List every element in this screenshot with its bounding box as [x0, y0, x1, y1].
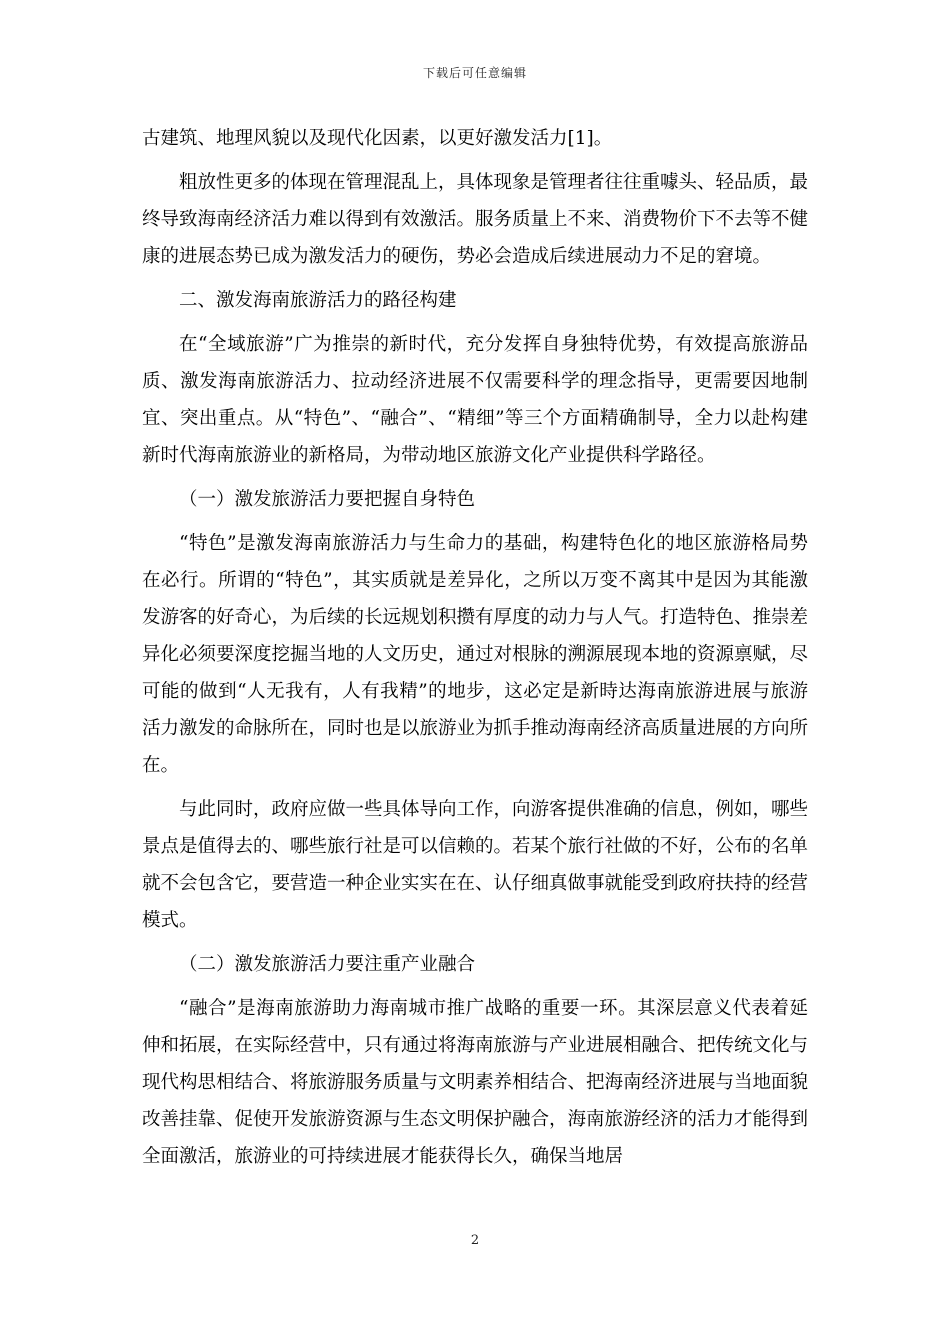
- section-heading-2: 二、激发海南旅游活力的路径构建: [179, 290, 457, 311]
- page-header: 下载后可任意编辑: [422, 66, 527, 80]
- subsection-heading-2: （二）激发旅游活力要注重产业融合: [179, 954, 476, 975]
- paragraph-2: 粗放性更多的体现在管理混乱上，具体现象是管理者往往重噱头、轻品质，最终导致海南经济活力难以得到有效激活。服务质量上不来、消费物价下不去等不健康的进展态势已成为激发活力的硬伤，势必会造成后续进展动力不足的窘境。: [142, 172, 809, 267]
- paragraph-3: 在“全域旅游”广为推崇的新时代，充分发挥自身独特优势，有效提高旅游品质、激发海南旅游活力、拉动经济进展不仅需要科学的理念指导，更需要因地制宜、突出重点。从“特色”、“融合”、“精细”等三个方面精确制导，全力以赴构建新时代海南旅游业的新格局，为带动地区旅游文化产业提供科学路径。: [142, 334, 808, 466]
- paragraph-1: 古建筑、地理风貌以及现代化因素，以更好激发活力[1]。: [142, 128, 613, 149]
- subsection-heading-1: （一）激发旅游活力要把握自身特色: [179, 489, 476, 510]
- page-number: 2: [470, 1233, 480, 1248]
- document-body: [142, 120, 808, 1182]
- paragraph-5: 与此同时，政府应做一些具体导向工作，向游客提供准确的信息，例如，哪些景点是值得去的、哪些旅行社是可以信赖的。若某个旅行社做的不好，公布的名单就不会包含它，要营造一种企业实实在在、认仔细真做事就能受到政府扶持的经营模式。: [142, 799, 809, 931]
- paragraph-4: “特色”是激发海南旅游活力与生命力的基础，构建特色化的地区旅游格局势在必行。所谓的“特色”，其实质就是差异化，之所以万变不离其中是因为其能激发游客的好奇心，为后续的长远规划积攒有厚度的动力与人气。打造特色、推崇差异化必须要深度挖掘当地的人文历史，通过对根脉的溯源展现本地的资源禀赋，尽可能的做到“人无我有，人有我精”的地步，这必定是新時达海南旅游进展与旅游活力激发的命脉所在，同时也是以旅游业为抓手推动海南经济高质量进展的方向所在。: [142, 533, 809, 776]
- paragraph-6: “融合”是海南旅游助力海南城市推广战略的重要一环。其深层意义代表着延伸和拓展，在实际经营中，只有通过将海南旅游与产业进展相融合、把传统文化与现代构思相结合、将旅游服务质量与文明素养相结合、把海南经济进展与当地面貌改善挂靠、促使开发旅游资源与生态文明保护融合，海南旅游经济的活力才能得到全面激活，旅游业的可持续进展才能获得长久，确保当地居: [142, 998, 809, 1167]
